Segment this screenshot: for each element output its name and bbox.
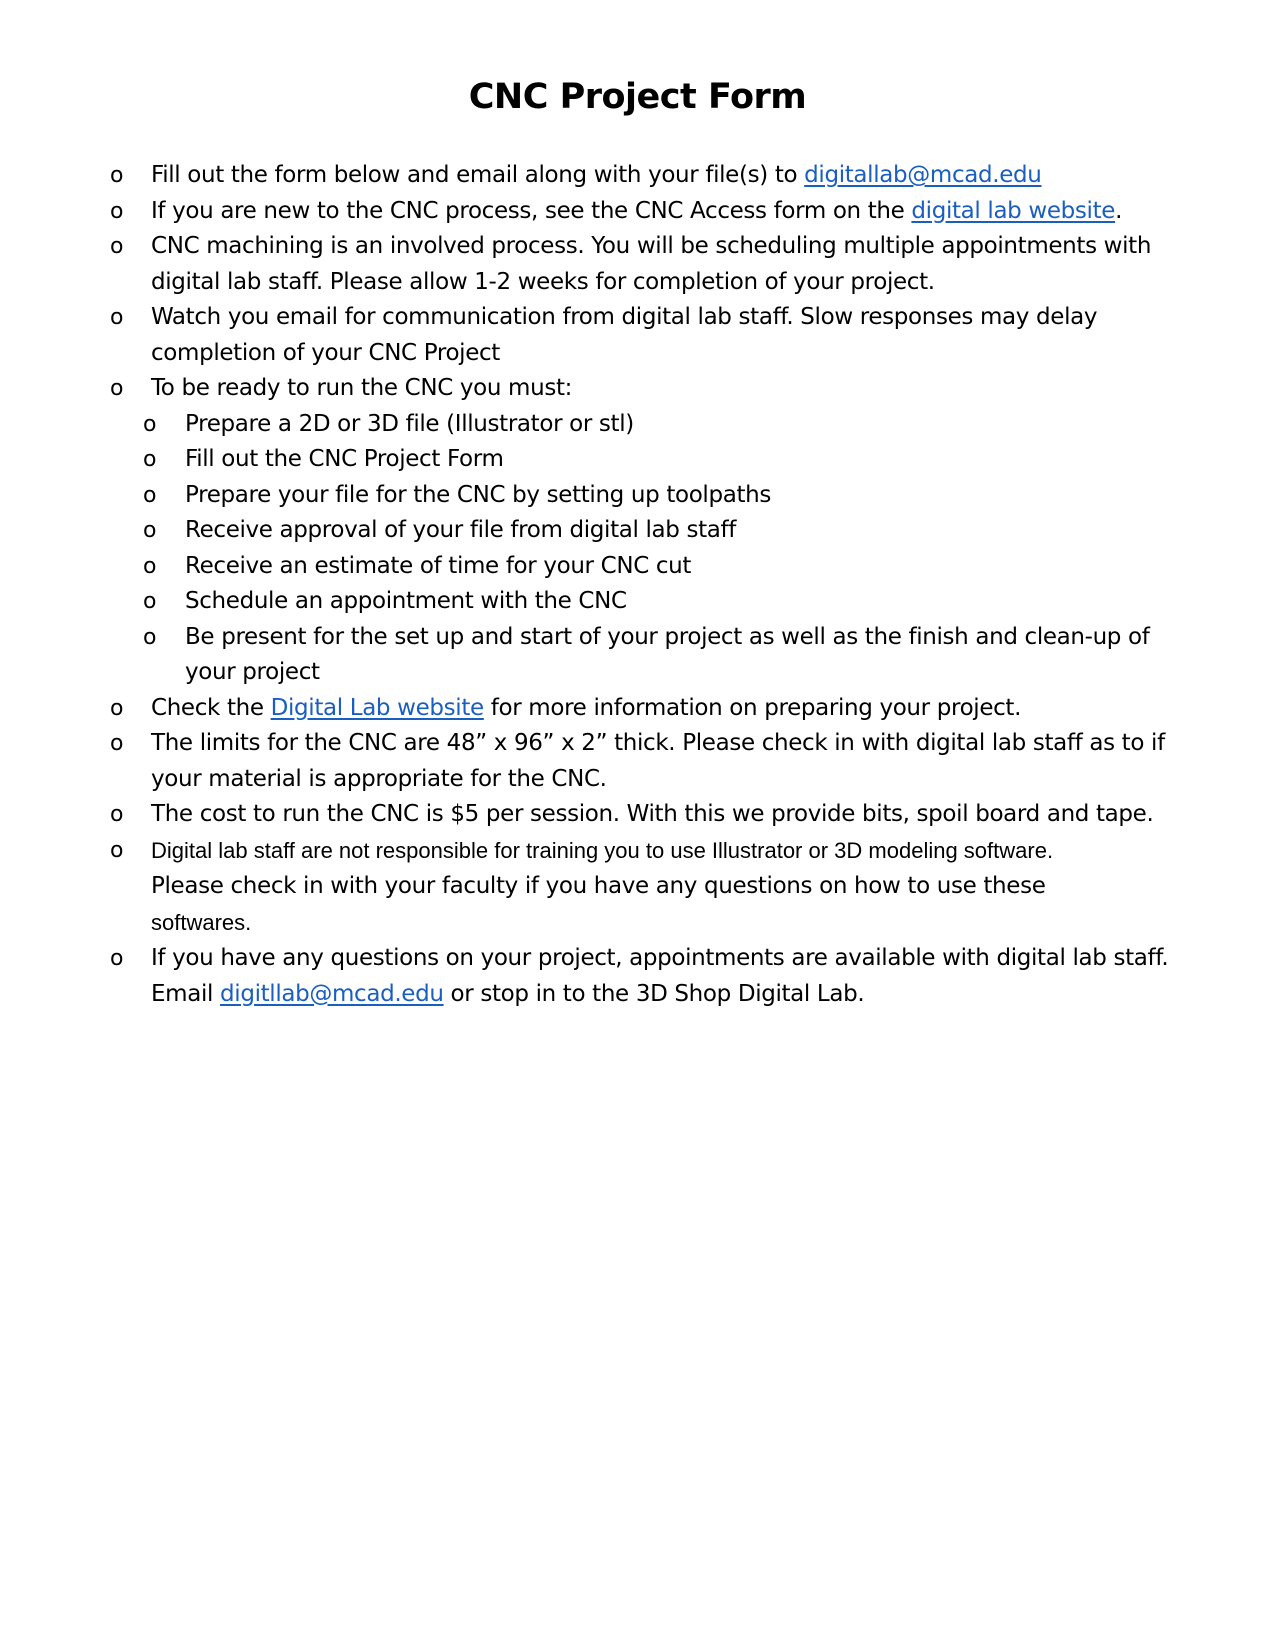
list-item bbox=[110, 797, 1190, 833]
item-text: for more information on preparing your project. bbox=[483, 694, 1022, 721]
list-item bbox=[110, 371, 1190, 407]
item-text: Fill out the form below and email along with your file(s) to bbox=[151, 162, 805, 188]
item-text: CNC machining is an involved process. You will be scheduling multiple appointments with digital lab staff. Please allow 1-2 weeks for completion of your project. bbox=[151, 233, 1152, 295]
list-item bbox=[110, 158, 1190, 194]
sublist-item-text: Be present for the set up and start of your project as well as the finish and clean-up of your project bbox=[185, 623, 1150, 685]
requirements-sublist bbox=[110, 407, 1190, 691]
digital-lab-website-link[interactable]: digital lab website bbox=[911, 197, 1116, 224]
bullet-icon: o bbox=[143, 482, 157, 508]
list-item bbox=[110, 833, 1190, 942]
item-text: Digital lab staff are not responsible for training you to use Illustrator or 3D modeling software. bbox=[151, 837, 1054, 863]
list-item bbox=[110, 726, 1190, 797]
item-text: To be ready to run the CNC you must: bbox=[151, 375, 573, 401]
bullet-icon: o bbox=[110, 163, 124, 188]
list-item bbox=[110, 194, 1190, 230]
bullet-icon: o bbox=[143, 553, 157, 579]
sublist-item bbox=[110, 620, 1190, 691]
bullet-icon: o bbox=[143, 447, 157, 472]
bullet-icon: o bbox=[143, 589, 157, 614]
item-text: . bbox=[1115, 197, 1123, 224]
item-text: softwares. bbox=[151, 909, 252, 935]
list-item bbox=[110, 229, 1190, 300]
sublist-item bbox=[110, 407, 1190, 443]
list-item bbox=[110, 691, 1190, 727]
bullet-icon: o bbox=[110, 731, 124, 756]
bullet-icon: o bbox=[110, 802, 124, 827]
sublist-item-text: Schedule an appointment with the CNC bbox=[185, 588, 627, 614]
bullet-icon: o bbox=[143, 624, 157, 650]
email-link[interactable]: digitallab@mcad.edu bbox=[804, 162, 1042, 188]
list-item bbox=[110, 300, 1190, 371]
item-text: If you are new to the CNC process, see the CNC Access form on the bbox=[151, 197, 912, 224]
sublist-item-text: Fill out the CNC Project Form bbox=[185, 446, 504, 472]
sublist-item bbox=[110, 584, 1190, 620]
bullet-icon: o bbox=[110, 837, 124, 863]
page-title: CNC Project Form bbox=[468, 77, 807, 117]
bullet-icon: o bbox=[110, 234, 124, 259]
sublist-item-text: Prepare your file for the CNC by setting up toolpaths bbox=[185, 481, 771, 508]
item-text: or stop in to the 3D Shop Digital Lab. bbox=[443, 980, 865, 1007]
sublist-item-text: Receive an estimate of time for your CNC cut bbox=[185, 552, 692, 579]
bullet-icon: o bbox=[110, 198, 124, 224]
item-text: If you have any questions on your project, appointments are available with digital lab staff. Email bbox=[151, 945, 1169, 1007]
item-text: The cost to run the CNC is $5 per session. With this we provide bits, spoil board and tape. bbox=[151, 801, 1154, 827]
sublist-item bbox=[110, 478, 1190, 514]
bullet-icon: o bbox=[110, 946, 124, 971]
email-link[interactable]: digitllab@mcad.edu bbox=[220, 980, 444, 1007]
bullet-icon: o bbox=[110, 305, 124, 330]
item-text: Watch you email for communication from digital lab staff. Slow responses may delay completion of your CNC Project bbox=[151, 304, 1098, 366]
digital-lab-website-link[interactable]: Digital Lab website bbox=[270, 694, 484, 721]
instruction-list bbox=[110, 158, 1190, 1012]
item-text: Please check in with your faculty if you have any questions on how to use these bbox=[151, 873, 1046, 899]
list-item bbox=[110, 941, 1190, 1012]
item-text: The limits for the CNC are 48” x 96” x 2” thick. Please check in with digital lab staff as to if your material is appropriate for the CNC. bbox=[151, 730, 1165, 792]
sublist-item-text: Receive approval of your file from digital lab staff bbox=[185, 517, 737, 543]
sublist-item bbox=[110, 549, 1190, 585]
item-text: Check the bbox=[151, 694, 271, 721]
sublist-item bbox=[110, 513, 1190, 549]
bullet-icon: o bbox=[143, 518, 157, 543]
bullet-icon: o bbox=[110, 376, 124, 401]
bullet-icon: o bbox=[143, 411, 157, 437]
bullet-icon: o bbox=[110, 695, 124, 721]
sublist-item bbox=[110, 442, 1190, 478]
sublist-item-text: Prepare a 2D or 3D file (Illustrator or stl) bbox=[185, 410, 634, 437]
